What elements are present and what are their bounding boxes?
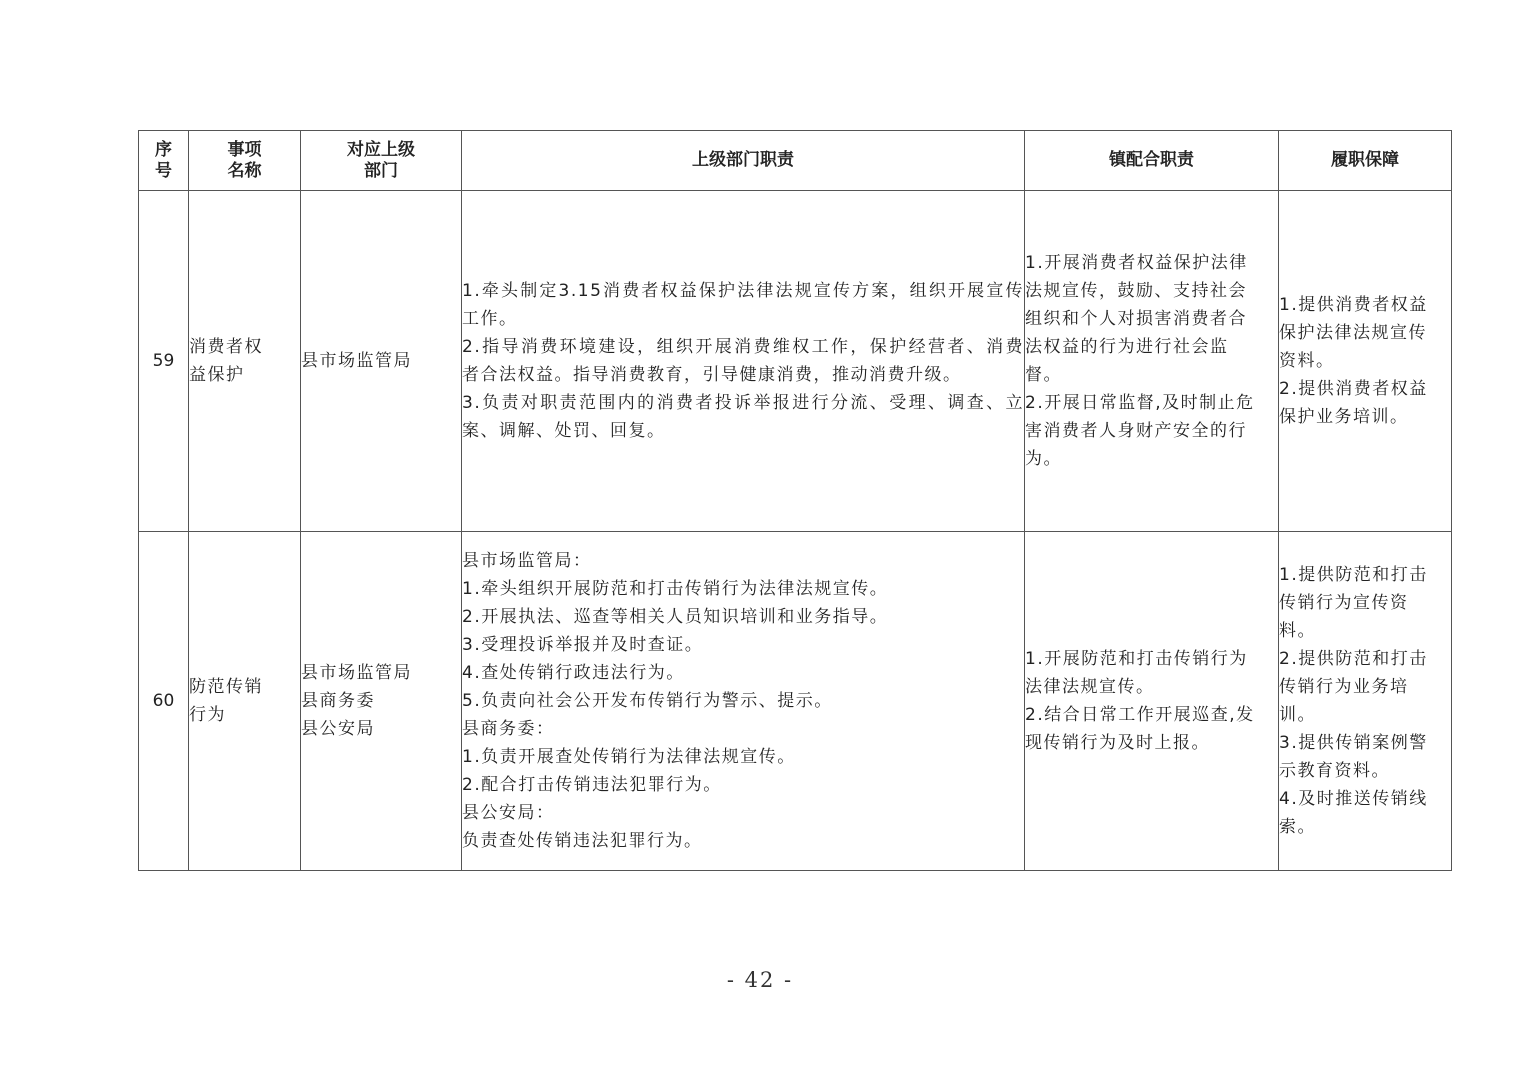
duty-table bbox=[138, 130, 1452, 871]
header-upper-duty: 上级部门职责 bbox=[462, 131, 1025, 191]
upper-duty: 县市场监管局： 1.牵头组织开展防范和打击传销行为法律法规宣传。 2.开展执法、巡查等相关人员知识培训和业务指导。 3.受理投诉举报并及时查证。 4.查处传销行政违法行为。 5.负责向社会公开发布传销行为警示、提示。 县商务委： 1.负责开展查处传销行为法律法规宣传。 2.配合打击传销违法犯罪行为。 县公安局： 负责查处传销违法犯罪行为。 bbox=[462, 532, 1025, 871]
table-row bbox=[139, 191, 1452, 532]
table-row bbox=[139, 532, 1452, 871]
header-guarantee: 履职保障 bbox=[1279, 131, 1452, 191]
town-duty: 1.开展消费者权益保护法律 法规宣传，鼓励、支持社会 组织和个人对损害消费者合 法权益的行为进行社会监 督。 2.开展日常监督,及时制止危 害消费者人身财产安全的行 为。 bbox=[1025, 191, 1279, 532]
header-town-duty: 镇配合职责 bbox=[1025, 131, 1279, 191]
item-name: 消费者权 益保护 bbox=[189, 191, 301, 532]
header-seq: 序 号 bbox=[139, 131, 189, 191]
upper-dept: 县市场监管局 县商务委 县公安局 bbox=[301, 532, 462, 871]
page-number: - 42 - bbox=[726, 968, 794, 992]
upper-dept: 县市场监管局 bbox=[301, 191, 462, 532]
item-name: 防范传销 行为 bbox=[189, 532, 301, 871]
row-number: 59 bbox=[139, 191, 189, 532]
header-row bbox=[139, 131, 1452, 191]
header-item-name: 事项 名称 bbox=[189, 131, 301, 191]
upper-duty: 1.牵头制定3.15消费者权益保护法律法规宣传方案，组织开展宣传 工作。 2.指导消费环境建设，组织开展消费维权工作，保护经营者、消费 者合法权益。指导消费教育，引导健康消费，推动消费升级。 3.负责对职责范围内的消费者投诉举报进行分流、受理、调查、立 案、调解、处罚、回复。 bbox=[462, 191, 1025, 532]
guarantee: 1.提供消费者权益 保护法律法规宣传 资料。 2.提供消费者权益 保护业务培训。 bbox=[1279, 191, 1452, 532]
row-number: 60 bbox=[139, 532, 189, 871]
guarantee: 1.提供防范和打击 传销行为宣传资 料。 2.提供防范和打击 传销行为业务培 训。 3.提供传销案例警 示教育资料。 4.及时推送传销线 索。 bbox=[1279, 532, 1452, 871]
header-upper-dept: 对应上级 部门 bbox=[301, 131, 462, 191]
town-duty: 1.开展防范和打击传销行为 法律法规宣传。 2.结合日常工作开展巡查,发 现传销行为及时上报。 bbox=[1025, 532, 1279, 871]
